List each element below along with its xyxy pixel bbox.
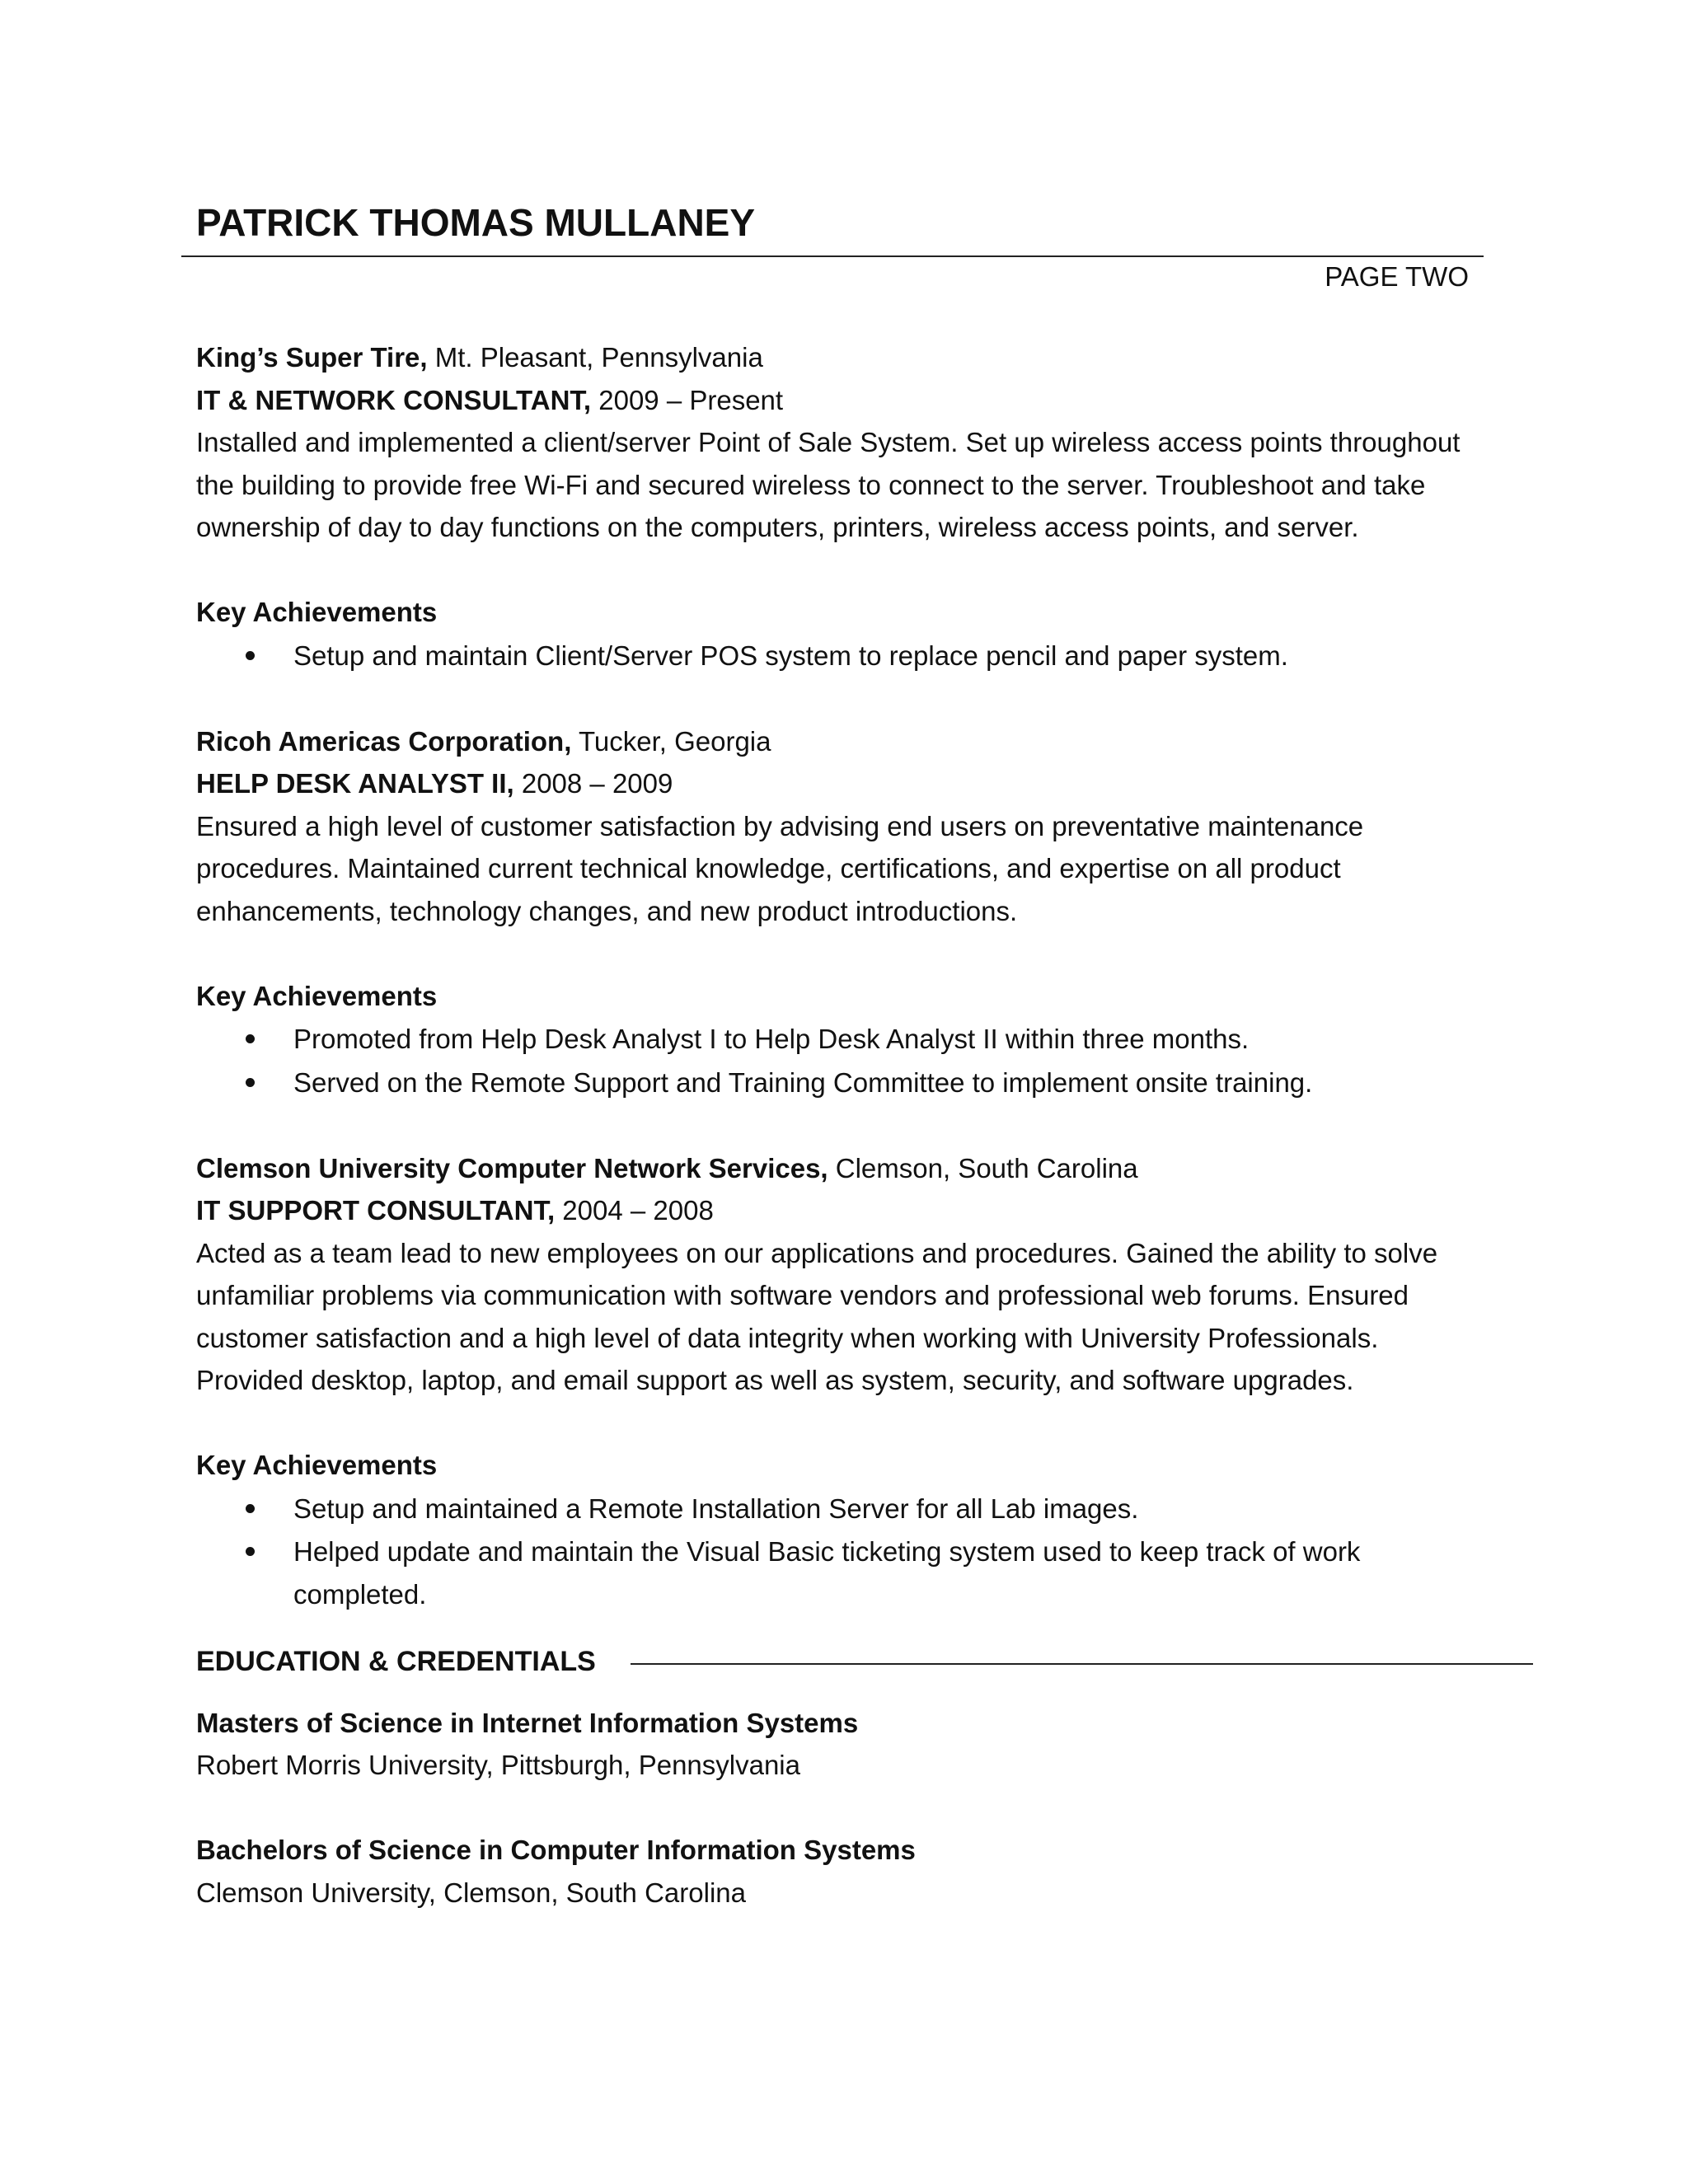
- job-title-line: [196, 1189, 1482, 1232]
- job-employer-line: [196, 336, 1482, 379]
- job-title-line: [196, 379, 1482, 422]
- section-title: EDUCATION & CREDENTIALS: [196, 1646, 596, 1677]
- job-location: Tucker, Georgia: [571, 725, 771, 757]
- job-dates: 2009 – Present: [591, 384, 784, 415]
- achievements-heading: Key Achievements: [196, 1450, 438, 1480]
- bullet-icon: [246, 1547, 255, 1556]
- spacer: [196, 1616, 1482, 1641]
- job-location: Clemson, South Carolina: [828, 1152, 1138, 1183]
- list-item: [196, 1488, 1480, 1530]
- achievement-text: Setup and maintained a Remote Installation Server for all Lab images.: [293, 1493, 1139, 1524]
- spacer: [196, 1402, 1482, 1445]
- education-heading-row: [196, 1641, 1533, 1684]
- bullet-icon: [246, 1504, 255, 1513]
- job-employer-line: [196, 720, 1482, 763]
- achievements-heading: Key Achievements: [196, 597, 438, 627]
- degree-school: Robert Morris University, Pittsburgh, Pennsylvania: [196, 1750, 800, 1780]
- job-entry-ricoh: [196, 720, 1482, 1104]
- job-title-line: [196, 762, 1482, 805]
- job-company: Clemson University Computer Network Services,: [196, 1152, 828, 1183]
- candidate-name: PATRICK THOMAS MULLANEY: [196, 201, 756, 244]
- degree-school: Clemson University, Clemson, South Carolina: [196, 1877, 746, 1908]
- spacer: [196, 1684, 1482, 1702]
- job-entry-kings-super-tire: [196, 336, 1482, 677]
- achievements-list: [196, 1018, 1482, 1104]
- job-dates: 2008 – 2009: [513, 768, 673, 799]
- list-item: [196, 1018, 1480, 1061]
- job-description: Ensured a high level of customer satisfaction by advising end users on preventative maintenance procedures. Maintained current technical knowledge, certifications, and expertise on all product enhancements, technology changes, and new product introductions.: [196, 810, 1364, 926]
- resume-content: [196, 336, 1482, 1914]
- list-item: [196, 635, 1480, 677]
- education-section: [196, 1641, 1482, 1914]
- achievements-list: [196, 1488, 1482, 1616]
- job-description: Acted as a team lead to new employees on our applications and procedures. Gained the ability to solve unfamiliar problems via communication with software vendors and professional web forums. Ensured customer satisfaction and a high level of data integrity when working with University Professionals. Provided desktop, laptop, and email support as well as system, security, and software upgrades.: [196, 1237, 1438, 1395]
- header-divider: [181, 255, 1484, 257]
- achievement-text: Setup and maintain Client/Server POS system to replace pencil and paper system.: [293, 640, 1288, 671]
- job-employer-line: [196, 1147, 1482, 1190]
- job-location: Mt. Pleasant, Pennsylvania: [427, 342, 763, 373]
- job-title: IT & NETWORK CONSULTANT,: [196, 384, 592, 415]
- achievement-text: Promoted from Help Desk Analyst I to Help Desk Analyst II within three months.: [293, 1024, 1250, 1054]
- achievements-heading: Key Achievements: [196, 980, 438, 1011]
- degree-name: Bachelors of Science in Computer Information Systems: [196, 1835, 916, 1865]
- degree-name: Masters of Science in Internet Information Systems: [196, 1707, 859, 1738]
- achievement-text: Helped update and maintain the Visual Basic ticketing system used to keep track of work completed.: [293, 1536, 1361, 1610]
- spacer: [196, 1787, 1482, 1830]
- bullet-icon: [246, 1078, 255, 1087]
- spacer: [196, 932, 1482, 975]
- job-title: HELP DESK ANALYST II,: [196, 768, 514, 799]
- achievements-list: [196, 635, 1482, 677]
- job-dates: 2004 – 2008: [555, 1195, 714, 1226]
- job-entry-clemson: [196, 1147, 1482, 1616]
- section-divider: [631, 1663, 1533, 1665]
- job-company: King’s Super Tire,: [196, 342, 428, 373]
- bullet-icon: [246, 651, 255, 660]
- job-description: Installed and implemented a client/server Point of Sale System. Set up wireless access points throughout the building to provide free Wi-Fi and secured wireless to connect to the server. Troubleshoot and take ownership of day to day functions on the computers, printers, wireless access points, and server.: [196, 427, 1461, 542]
- spacer: [196, 677, 1482, 720]
- list-item: [196, 1530, 1381, 1615]
- page-label: PAGE TWO: [1325, 261, 1469, 292]
- achievement-text: Served on the Remote Support and Training Committee to implement onsite training.: [293, 1066, 1313, 1098]
- job-title: IT SUPPORT CONSULTANT,: [196, 1195, 556, 1226]
- spacer: [196, 1104, 1482, 1147]
- list-item: [196, 1062, 1480, 1104]
- spacer: [196, 549, 1482, 592]
- bullet-icon: [246, 1034, 255, 1043]
- job-company: Ricoh Americas Corporation,: [196, 725, 572, 757]
